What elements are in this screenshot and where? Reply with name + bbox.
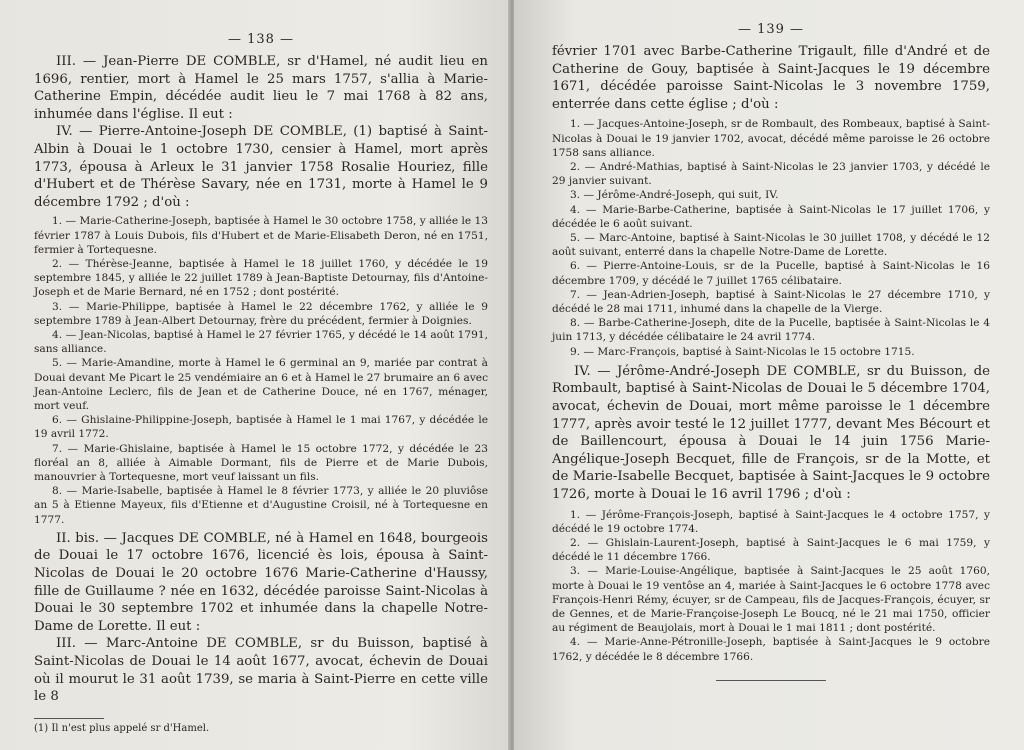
page-number-139: — 139 — (737, 22, 805, 37)
right-page (514, 0, 1024, 750)
list-item: 2. — André-Mathias, baptisé à Saint-Nicolas le 23 janvier 1703, y décédé le 29 janvier suivant. (552, 160, 990, 188)
list-item: 2. — Ghislain-Laurent-Joseph, baptisé à Saint-Jacques le 6 mai 1759, y décédé le 11 décembre 1766. (552, 536, 990, 564)
paragraph-pierre-antoine-joseph: IV. — Pierre-Antoine-Joseph DE COMBLE, (1) baptisé à Saint-Albin à Douai le 1 octobre 1730, censier à Hamel, mort après 1773, épousa à Arleux le 31 janvier 1758 Rosalie Houriez, fille d'Hubert et de Thérèse Savary, née en 1731, morte à Hamel le 9 décembre 1792 ; d'où : (34, 124, 488, 210)
list-item: 1. — Marie-Catherine-Joseph, baptisée à Hamel le 30 octobre 1758, y alliée le 13 février 1787 à Louis Dubois, fils d'Hubert et de Marie-Elisabeth Deron, né en 1751, fermier à Tortequesne. (34, 215, 488, 256)
list-item: 6. — Ghislaine-Philippine-Joseph, baptisée à Hamel le 1 mai 1767, y décédée le 19 avril 1772. (34, 414, 488, 441)
list-item: 5. — Marc-Antoine, baptisé à Saint-Nicolas le 30 juillet 1708, y décédé le 12 août suivant, enterré dans la chapelle Notre-Dame de Lorette. (552, 232, 990, 259)
list-item: 3. — Marie-Philippe, baptisée à Hamel le 22 décembre 1762, y alliée le 9 septembre 1789 à Jean-Albert Detournay, frère du précédent, fermier à Doignies. (34, 300, 488, 327)
footnote: (1) Il n'est plus appelé sr d'Hamel. (34, 722, 210, 734)
footnote-divider (34, 718, 104, 719)
list-item: 4. — Jean-Nicolas, baptisé à Hamel le 27 février 1765, y décédé le 14 août 1791, sans alliance. (34, 328, 488, 356)
page-number-138: — 138 — (227, 32, 295, 47)
list-item: 1. — Jérôme-François-Joseph, baptisé à Saint-Jacques le 4 octobre 1757, y décédé le 19 octobre 1774. (552, 508, 990, 535)
list-item: 1. — Jacques-Antoine-Joseph, sr de Rombault, des Rombeaux, baptisé à Saint-Nicolas à Douai le 19 janvier 1702, avocat, décédé même paroisse le 26 octobre 1758 sans alliance. (552, 118, 990, 159)
list-item: 7. — Jean-Adrien-Joseph, baptisé à Saint-Nicolas le 27 décembre 1710, y décédé le 28 mai 1711, inhumé dans la chapelle de la Vierge. (552, 288, 990, 316)
paragraph-continuation: février 1701 avec Barbe-Catherine Trigault, fille d'André et de Catherine de Gouy, baptisée à Saint-Jacques le 19 décembre 1671, décédée paroisse Saint-Nicolas le 3 novembre 1759, enterrée dans cette église ; d'où : (552, 44, 990, 112)
list-item: 8. — Marie-Isabelle, baptisée à Hamel le 8 février 1773, y alliée le 20 pluviôse an 5 à Etienne Mayeux, fils d'Etienne et d'Augustine Croisil, né à Tortequesne en 1777. (34, 485, 488, 526)
list-item: 8. — Barbe-Catherine-Joseph, dite de la Pucelle, baptisée à Saint-Nicolas le 4 juin 1713, y décédée célibataire le 24 avril 1774. (552, 317, 990, 344)
children-list-jerome-andre (552, 508, 990, 664)
list-item: 9. — Marc-François, baptisé à Saint-Nicolas le 15 octobre 1715. (570, 345, 915, 358)
paragraph-marc-antoine: III. — Marc-Antoine DE COMBLE, sr du Buisson, baptisé à Saint-Nicolas de Douai le 14 août 1677, avocat, échevin de Douai où il mourut le 31 août 1739, se maria à Saint-Pierre en cette ville le 8 (34, 636, 488, 705)
paragraph-jacques: II. bis. — Jacques DE COMBLE, né à Hamel en 1648, bourgeois de Douai le 17 octobre 1676, licencié ès lois, épousa à Saint-Nicolas de Douai le 20 octobre 1676 Marie-Catherine d'Haussy, fille de Guillaume ? née en 1632, décédée paroisse Saint-Nicolas à Douai le 30 septembre 1702 et inhumée dans la chapelle Notre-Dame de Lorette. Il eut : (34, 530, 488, 634)
list-item: 4. — Marie-Barbe-Catherine, baptisée à Saint-Nicolas le 17 juillet 1706, y décédée le 6 août suivant. (552, 203, 990, 230)
paragraph-jerome-andre-joseph: IV. — Jérôme-André-Joseph DE COMBLE, sr du Buisson, de Rombault, baptisé à Saint-Nicolas de Douai le 5 décembre 1704, avocat, échevin de Douai, mort même paroisse le 1 décembre 1777, après avoir testé le 12 juillet 1777, devant Mes Bécourt et de Baillencourt, épousa à Douai le 14 juin 1756 Marie-Angélique-Joseph Becquet, fille de François, sr de la Motte, et de Marie-Isabelle Becquet, baptisée à Saint-Jacques le 9 octobre 1726, morte à Douai le 16 avril 1796 ; d'où : (552, 363, 990, 502)
list-item: 2. — Thérèse-Jeanne, baptisée à Hamel le 18 juillet 1760, y décédée le 19 septembre 1845, y alliée le 22 juillet 1789 à Jean-Baptiste Detournay, fils d'Antoine-Joseph et de Marie Bernard, né en 1752 ; dont postérité. (34, 257, 488, 299)
list-item: 6. — Pierre-Antoine-Louis, sr de la Pucelle, baptisé à Saint-Nicolas le 16 décembre 1709, y décédé le 7 juillet 1765 célibataire. (552, 260, 990, 287)
paragraph-jean-pierre: III. — Jean-Pierre DE COMBLE, sr d'Hamel, né audit lieu en 1696, rentier, mort à Hamel le 25 mars 1757, s'allia à Marie-Catherine Empin, décédée audit lieu le 7 mai 1768 à 82 ans, inhumée dans l'église. Il eut : (34, 54, 488, 122)
list-item: 4. — Marie-Anne-Pétronille-Joseph, baptisée à Saint-Jacques le 9 octobre 1762, y décédée le 8 décembre 1766. (552, 636, 990, 663)
list-item: 7. — Marie-Ghislaine, baptisée à Hamel le 15 octobre 1772, y décédée le 23 floréal an 8, alliée à Aimable Dormant, fils de Pierre et de Marie Dubois, manouvrier à Tortequesne, mort veuf laissant un fils. (34, 442, 488, 483)
list-item: 3. — Jérôme-André-Joseph, qui suit, IV. (570, 189, 779, 202)
left-page (0, 0, 510, 750)
children-list-marc-antoine (552, 117, 990, 358)
section-end-rule (716, 680, 826, 681)
list-item: 3. — Marie-Louise-Angélique, baptisée à Saint-Jacques le 25 août 1760, morte à Douai le 19 ventôse an 4, mariée à Saint-Jacques le 6 octobre 1778 avec François-Henri Rémy, écuyer, sr de Campeau, fils de Jacques-François, écuyer, sr de Gennes, et de Marie-Françoise-Joseph Le Boucq, né le 21 mai 1750, officier au régiment de Beaujolais, mort à Douai le 1 mai 1811 ; dont postérité. (552, 565, 990, 635)
list-item: 5. — Marie-Amandine, morte à Hamel le 6 germinal an 9, mariée par contrat à Douai devant Me Picart le 25 vendémiaire an 6 et à Hamel le 27 brumaire an 6 avec Jean-Antoine Leclerc, fils de Jean et de Catherine Douce, né en 1767, ménager, mort veuf. (34, 357, 488, 412)
children-list-pierre-antoine (34, 214, 488, 526)
